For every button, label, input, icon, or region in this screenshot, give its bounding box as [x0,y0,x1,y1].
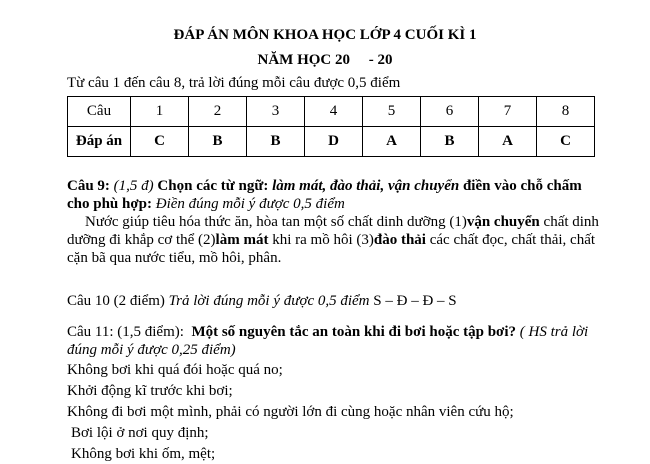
q9-paragraph-line1 [85,213,599,232]
answer-cell: A [479,127,537,157]
list-item: Không đi bơi một mình, phải có người lớn đi cùng hoặc nhân viên cứu hộ; [67,404,514,420]
question-number: 7 [479,97,537,127]
answer-cell: B [421,127,479,157]
question-number: 2 [189,97,247,127]
q10-line [67,292,457,311]
q11-heading [67,323,588,342]
q9-heading-line2 [67,195,345,214]
q9-instruction-c: cho phù hợp: [67,196,153,212]
q9-scoring: Điền đúng mỗi ý được 0,5 điểm [155,196,345,212]
q9-heading [67,177,582,196]
answer-cell: C [131,127,189,157]
q9-label: Câu 9: [67,178,110,194]
answer-cell: D [305,127,363,157]
school-year-prefix: NĂM HỌC 20 [257,52,350,68]
school-year-suffix: - 20 [368,52,393,68]
answer-cell: B [189,127,247,157]
question-number: 3 [247,97,305,127]
school-year [0,51,650,70]
q10-answer: S – Đ – Đ – S [373,293,457,309]
list-item: Khởi động kĩ trước khi bơi; [67,383,233,399]
q11-scoring-a: ( HS trả lời [519,324,589,340]
question-number: 5 [363,97,421,127]
table-row [68,97,595,127]
q9-points: (1,5 đ) [113,178,154,194]
page-title: ĐÁP ÁN MÔN KHOA HỌC LỚP 4 CUỐI KÌ 1 [173,27,477,43]
list-item: Bơi lội ở nơi quy định; [71,425,209,441]
intro-text: Từ câu 1 đến câu 8, trả lời đúng mỗi câu được 0,5 điểm [67,75,401,91]
q11-label: Câu 11: (1,5 điểm): [67,324,184,340]
question-number: 8 [537,97,595,127]
q9-text: Nước giúp tiêu hóa thức ăn, hòa tan một số chất dinh dưỡng (1) [85,214,467,230]
list-item: Không bơi khi quá đói hoặc quá no; [67,362,283,378]
question-number: 4 [305,97,363,127]
answer-cell: A [363,127,421,157]
q9-answer-2: làm mát [215,232,269,248]
answer-cell: B [247,127,305,157]
q11-question: Một số nguyên tắc an toàn khi đi bơi hoặc tập bơi? [191,324,517,340]
q9-text: chất dinh [543,214,599,230]
q9-text: dưỡng đi khắp cơ thể (2) [67,232,216,248]
q9-text: các chất đọc, chất thải, chất [429,232,596,248]
answer-table [67,96,595,157]
question-number: 6 [421,97,479,127]
q10-label: Câu 10 (2 điểm) [67,293,165,309]
list-item: Không bơi khi ốm, mệt; [71,446,216,462]
q10-scoring: Trả lời đúng mỗi ý được 0,5 điểm [168,293,370,309]
row-label-question: Câu [68,97,131,127]
q9-answer-1: vận chuyển [466,214,540,230]
q9-instruction: Chọn các từ ngữ: [157,178,269,194]
q9-paragraph-line3: cặn bã qua nước tiểu, mồ hôi, phân. [67,250,282,266]
q9-instruction-b: điền vào chỗ chấm [462,178,582,194]
q11-scoring-b: đúng mỗi ý được 0,25 điểm) [67,342,236,358]
q9-words: làm mát, đào thải, vận chuyển [272,178,460,194]
q9-text: khi ra mồ hôi (3) [272,232,374,248]
row-label-answer: Đáp án [68,127,131,157]
table-row [68,127,595,157]
answer-cell: C [537,127,595,157]
q9-paragraph-line2 [67,231,595,250]
q9-answer-3: đào thải [373,232,426,248]
question-number: 1 [131,97,189,127]
